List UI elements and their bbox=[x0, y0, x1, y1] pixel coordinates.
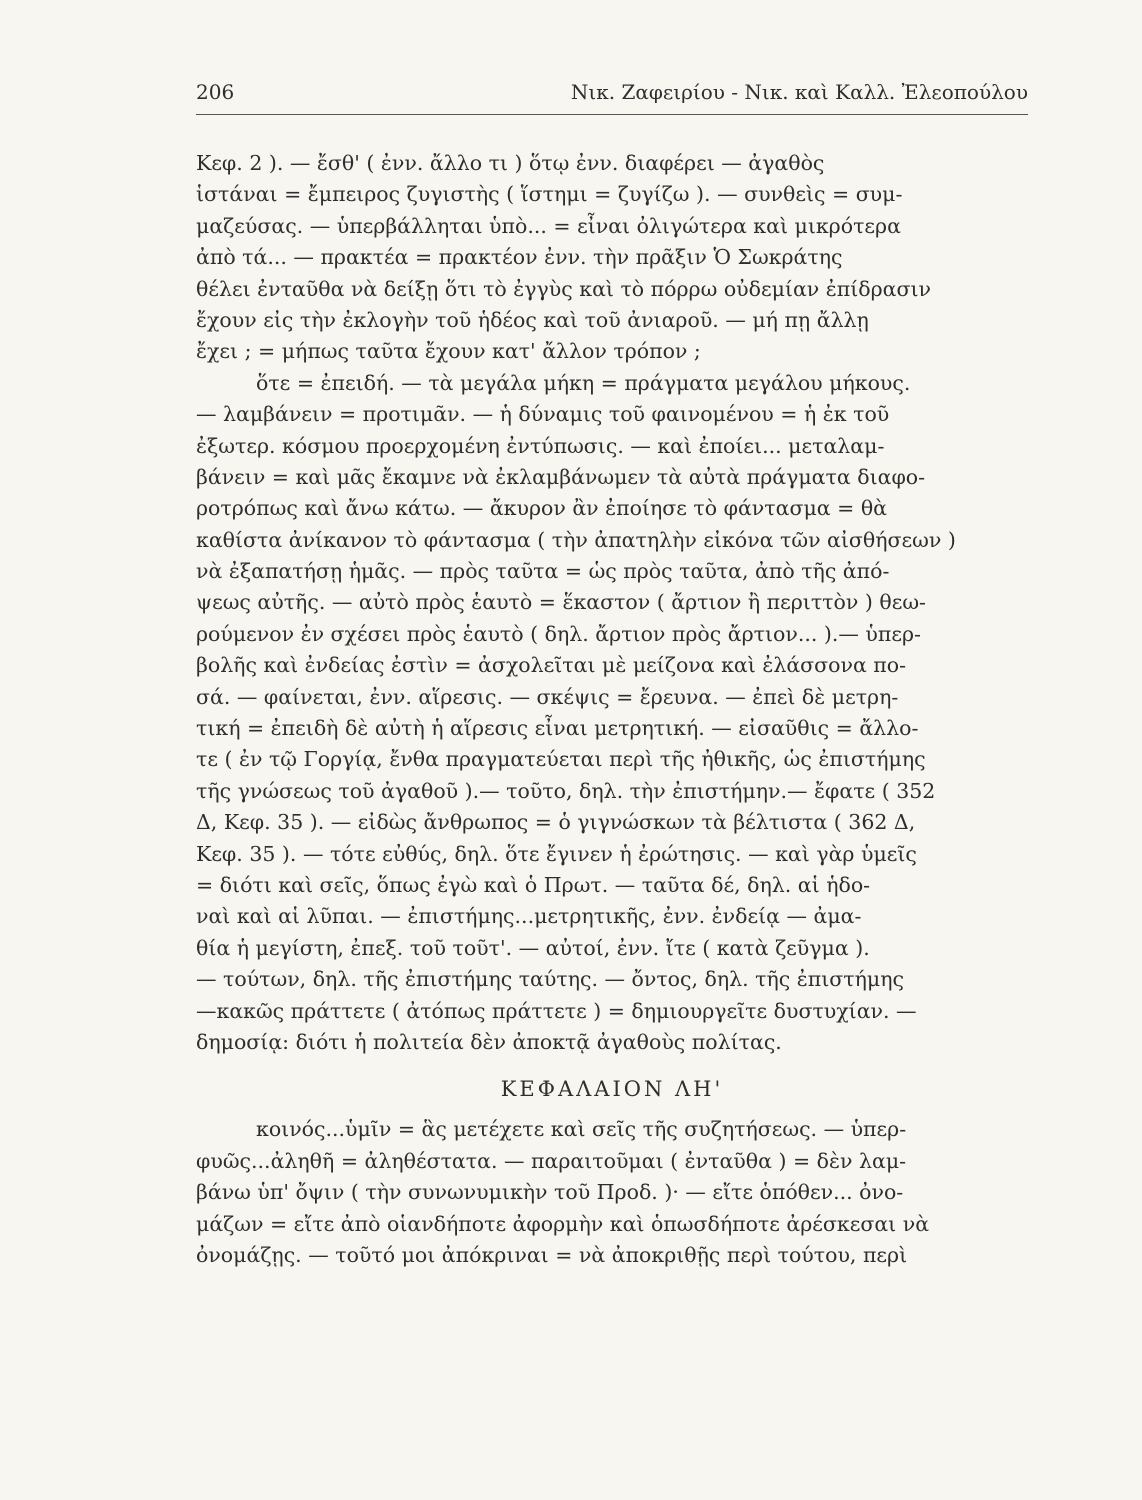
text-line: θία ἡ μεγίστη, ἐπεξ. τοῦ τοῦτ'. — αὐτοί, ἐνν. ἴτε ( κατὰ ζεῦγμα ). bbox=[196, 935, 870, 960]
chapter-heading: ΚΕΦΑΛΑΙΟΝ ΛΗ' bbox=[500, 1077, 724, 1102]
text-line: Κεφ. 35 ). — τότε εὐθύς, δηλ. ὅτε ἔγινεν ἡ ἐρώτησις. — καὶ γὰρ ὑμεῖς bbox=[196, 841, 917, 866]
text-line: — λαμβάνειν = προτιμᾶν. — ἡ δύναμις τοῦ φαινομένου = ἡ ἐκ τοῦ bbox=[196, 402, 890, 427]
commentary-text bbox=[196, 148, 1028, 1271]
text-line: φυῶς...ἀληθῆ = ἀληθέστατα. — παραιτοῦμαι ( ἐνταῦθα ) = δὲν λαμ- bbox=[196, 1148, 907, 1173]
text-line: ἐξωτερ. κόσμου προερχομένη ἐντύπωσις. — καὶ ἐποίει... μεταλαμ- bbox=[196, 433, 885, 458]
text-line: θέλει ἐνταῦθα νὰ δείξῃ ὅτι τὸ ἐγγὺς καὶ τὸ πόρρω οὐδεμίαν ἐπίδρασιν bbox=[196, 276, 932, 301]
text-line: μαζεύσας. — ὑπερβάλληται ὑπὸ... = εἶναι ὀλιγώτερα καὶ μικρότερα bbox=[196, 213, 901, 238]
text-line: ὅτε = ἐπειδή. — τὰ μεγάλα μήκη = πράγματα μεγάλου μήκους. bbox=[256, 370, 911, 395]
text-line: — τούτων, δηλ. τῆς ἐπιστήμης ταύτης. — ὄντος, δηλ. τῆς ἐπιστήμης bbox=[196, 967, 905, 992]
text-line: ψεως αὐτῆς. — αὐτὸ πρὸς ἑαυτὸ = ἕκαστον ( ἄρτιον ἢ περιττὸν ) θεω- bbox=[196, 590, 926, 615]
text-line: βολῆς καὶ ἐνδείας ἐστὶν = ἀσχολεῖται μὲ μείζονα καὶ ἐλάσσονα πο- bbox=[196, 653, 907, 678]
text-line: βάνειν = καὶ μᾶς ἔκαμνε νὰ ἐκλαμβάνωμεν τὰ αὐτὰ πράγματα διαφο- bbox=[196, 464, 926, 489]
text-line: —κακῶς πράττετε ( ἀτόπως πράττετε ) = δημιουργεῖτε δυστυχίαν. — bbox=[196, 998, 917, 1023]
running-head: Νικ. Ζαφειρίου - Νικ. καὶ Καλλ. Ἐλεοπούλου bbox=[570, 80, 1028, 104]
page-header bbox=[196, 80, 1028, 115]
text-line: = διότι καὶ σεῖς, ὅπως ἐγὼ καὶ ὁ Πρωτ. — ταῦτα δέ, δηλ. αἱ ἡδο- bbox=[196, 872, 871, 897]
text-line: ροτρόπως καὶ ἄνω κάτω. — ἄκυρον ἂν ἐποίησε τὸ φάντασμα = θὰ bbox=[196, 496, 888, 521]
text-line: Κεφ. 2 ). — ἔσθ' ( ἐνν. ἄλλο τι ) ὅτῳ ἐνν. διαφέρει — ἀγαθὸς bbox=[196, 151, 825, 175]
text-line: Δ, Κεφ. 35 ). — εἰδὼς ἄνθρωπος = ὁ γιγνώσκων τὰ βέλτιστα ( 362 Δ, bbox=[196, 810, 916, 835]
text-line: νὰ ἐξαπατήσῃ ἡμᾶς. — πρὸς ταῦτα = ὡς πρὸς ταῦτα, ἀπὸ τῆς ἀπό- bbox=[196, 559, 890, 584]
text-line: δημοσίᾳ: διότι ἡ πολιτεία δὲν ἀποκτᾷ ἀγαθοὺς πολίτας. bbox=[196, 1029, 782, 1054]
text-line: ρούμενον ἐν σχέσει πρὸς ἑαυτὸ ( δηλ. ἄρτιον πρὸς ἄρτιον... ).— ὑπερ- bbox=[196, 621, 921, 646]
text-line: ἀπὸ τά... — πρακτέα = πρακτέον ἐνν. τὴν πρᾶξιν Ὁ Σωκράτης bbox=[196, 245, 843, 270]
text-line: βάνω ὑπ' ὄψιν ( τὴν συνωνυμικὴν τοῦ Προδ. )· — εἴτε ὁπόθεν... ὀνο- bbox=[196, 1180, 904, 1205]
text-line: τε ( ἐν τῷ Γοργίᾳ, ἔνθα πραγματεύεται περὶ τῆς ἠθικῆς, ὡς ἐπιστήμης bbox=[196, 747, 926, 772]
text-line: ὀνομάζῃς. — τοῦτό μοι ἀπόκριναι = νὰ ἀποκριθῇς περὶ τούτου, περὶ bbox=[196, 1242, 908, 1267]
text-line: ἔχουν εἰς τὴν ἐκλογὴν τοῦ ἡδέος καὶ τοῦ ἀνιαροῦ. — μή πῃ ἄλλῃ bbox=[196, 307, 869, 332]
text-line: τῆς γνώσεως τοῦ ἀγαθοῦ ).— τοῦτο, δηλ. τὴν ἐπιστήμην.— ἔφατε ( 352 bbox=[196, 778, 936, 803]
text-line: καθίστα ἀνίκανον τὸ φάντασμα ( τὴν ἀπατηλὴν εἰκόνα τῶν αἰσθήσεων ) bbox=[196, 527, 956, 552]
text-line: ἱστάναι = ἔμπειρος ζυγιστὴς ( ἵστημι = ζυγίζω ). — συνθεὶς = συμ- bbox=[196, 182, 903, 207]
text-line: τική = ἐπειδὴ δὲ αὐτὴ ἡ αἵρεσις εἶναι μετρητική. — εἰσαῦθις = ἄλλο- bbox=[196, 716, 919, 741]
text-line: κοινός...ὑμῖν = ἃς μετέχετε καὶ σεῖς τῆς συζητήσεως. — ὑπερ- bbox=[256, 1117, 907, 1142]
text-line: ἔχει ; = μήπως ταῦτα ἔχουν κατ' ἄλλον τρόπον ; bbox=[196, 339, 701, 364]
page-number: 206 bbox=[196, 80, 235, 104]
text-line: ναὶ καὶ αἱ λῦπαι. — ἐπιστήμης...μετρητικῆς, ἐνν. ἐνδείᾳ — ἀμα- bbox=[196, 904, 862, 929]
text-line: μάζων = εἴτε ἀπὸ οἱανδήποτε ἀφορμὴν καὶ ὁπωσδήποτε ἀρέσκεσαι νὰ bbox=[196, 1211, 930, 1236]
text-line: σά. — φαίνεται, ἐνν. αἵρεσις. — σκέψις = ἔρευνα. — ἐπεὶ δὲ μετρη- bbox=[196, 684, 899, 709]
